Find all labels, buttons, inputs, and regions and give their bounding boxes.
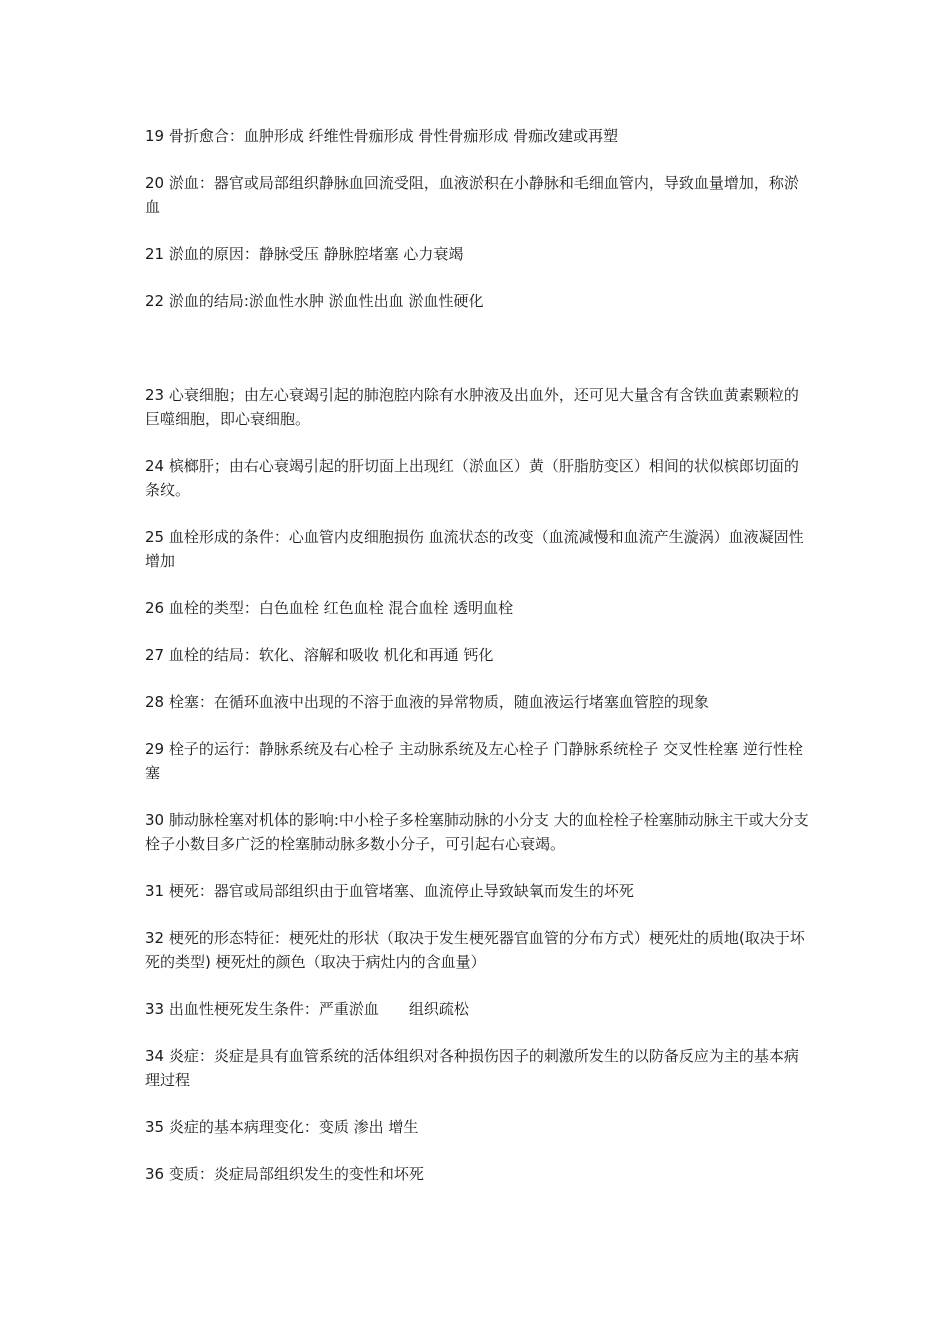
paragraph-33: 33 出血性梗死发生条件：严重淤血 组织疏松	[145, 1000, 469, 1018]
document-body	[145, 124, 814, 1209]
paragraph-21: 21 淤血的原因：静脉受压 静脉腔堵塞 心力衰竭	[145, 245, 464, 263]
paragraph-36: 36 变质：炎症局部组织发生的变性和坏死	[145, 1165, 424, 1183]
paragraph-19: 19 骨折愈合：血肿形成 纤维性骨痂形成 骨性骨痂形成 骨痂改建或再塑	[145, 127, 619, 145]
paragraph-25: 25 血栓形成的条件：心血管内皮细胞损伤 血流状态的改变（血流减慢和血流产生漩涡）血液凝固性增加	[145, 528, 804, 570]
paragraph-22: 22 淤血的结局:淤血性水肿 淤血性出血 淤血性硬化	[145, 292, 484, 310]
paragraph-29: 29 栓子的运行：静脉系统及右心栓子 主动脉系统及左心栓子 门静脉系统栓子 交叉性栓塞 逆行性栓塞	[145, 740, 803, 782]
paragraph-35: 35 炎症的基本病理变化：变质 渗出 增生	[145, 1118, 419, 1136]
paragraph-32: 32 梗死的形态特征：梗死灶的形状（取决于发生梗死器官血管的分布方式）梗死灶的质地(取决于坏死的类型) 梗死灶的颜色（取决于病灶内的含血量）	[145, 929, 805, 971]
paragraph-30: 30 肺动脉栓塞对机体的影响:中小栓子多栓塞肺动脉的小分支 大的血栓栓子栓塞肺动脉主干或大分支 栓子小数目多广泛的栓塞肺动脉多数小分子，可引起右心衰竭。	[145, 811, 814, 853]
paragraph-23: 23 心衰细胞；由左心衰竭引起的肺泡腔内除有水肿液及出血外，还可见大量含有含铁血黄素颗粒的巨噬细胞，即心衰细胞。	[145, 386, 799, 428]
paragraph-31: 31 梗死：器官或局部组织由于血管堵塞、血流停止导致缺氧而发生的坏死	[145, 882, 634, 900]
paragraph-34: 34 炎症：炎症是具有血管系统的活体组织对各种损伤因子的刺激所发生的以防备反应为主的基本病理过程	[145, 1047, 799, 1089]
paragraph-20: 20 淤血：器官或局部组织静脉血回流受阻，血液淤积在小静脉和毛细血管内，导致血量增加，称淤血	[145, 174, 799, 216]
paragraph-26: 26 血栓的类型：白色血栓 红色血栓 混合血栓 透明血栓	[145, 599, 514, 617]
paragraph-27: 27 血栓的结局：软化、溶解和吸收 机化和再通 钙化	[145, 646, 494, 664]
paragraph-28: 28 栓塞：在循环血液中出现的不溶于血液的异常物质，随血液运行堵塞血管腔的现象	[145, 693, 709, 711]
paragraph-24: 24 槟榔肝；由右心衰竭引起的肝切面上出现红（淤血区）黄（肝脂肪变区）相间的状似槟郎切面的条纹。	[145, 457, 799, 499]
